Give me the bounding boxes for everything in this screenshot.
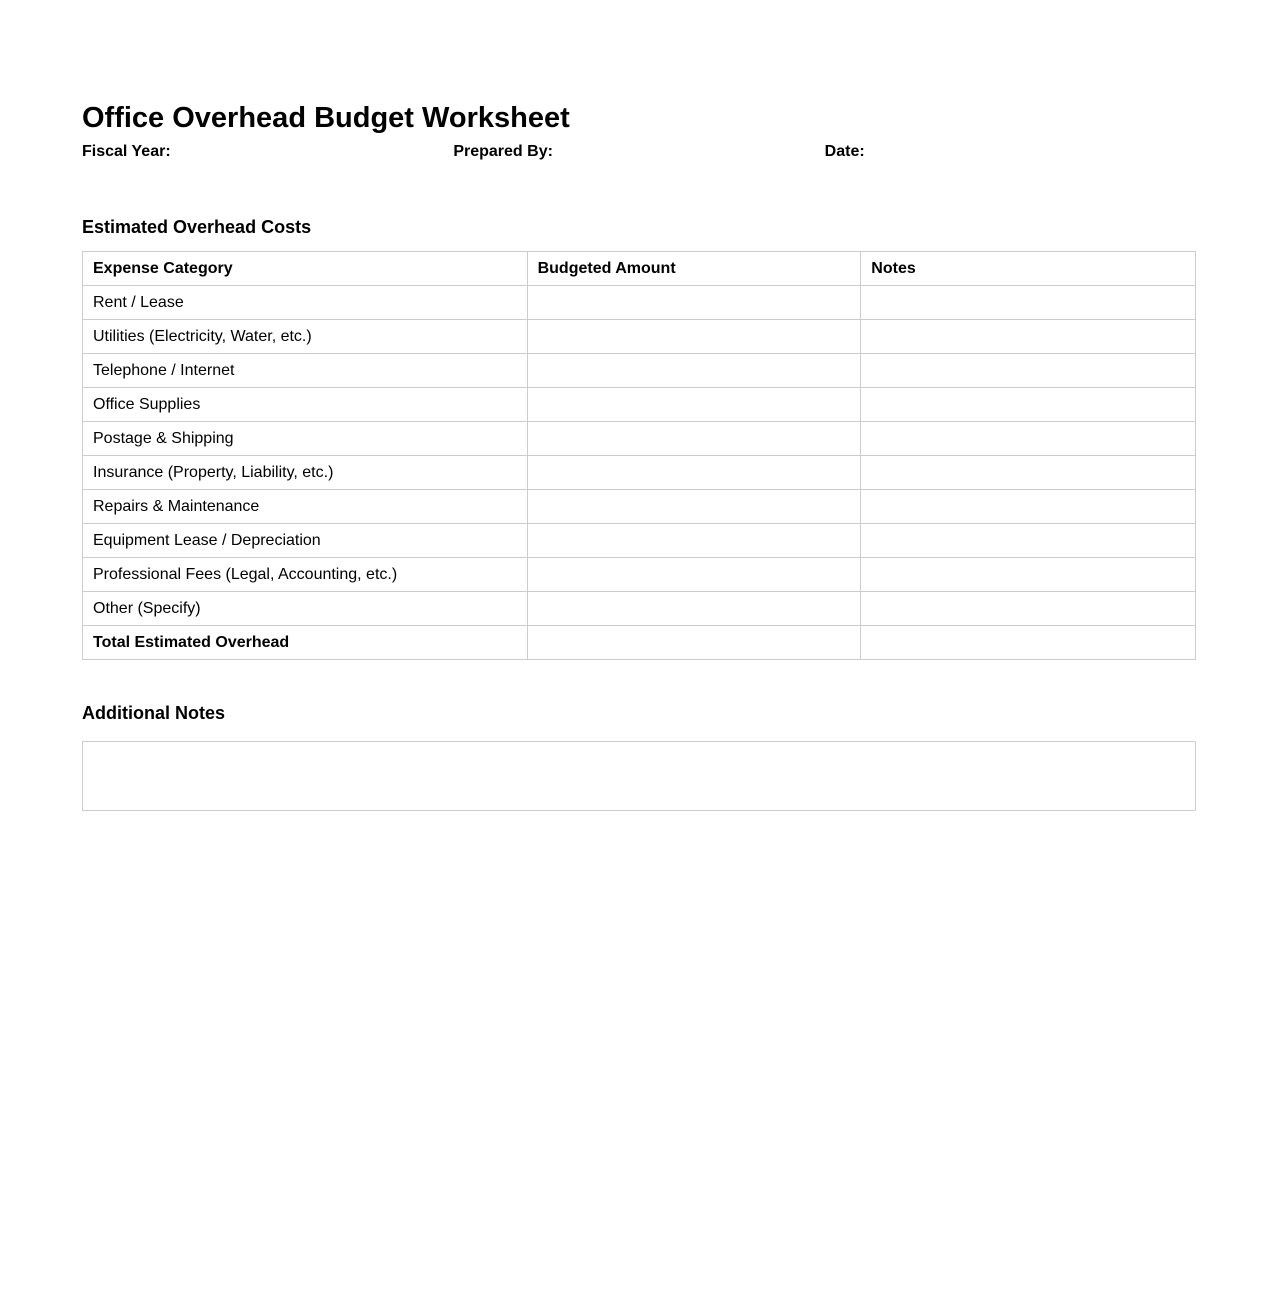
header-budgeted-amount: Budgeted Amount [527,252,861,286]
expense-category-cell: Rent / Lease [83,286,528,320]
budgeted-amount-cell[interactable] [527,592,861,626]
table-row [83,490,1196,524]
additional-notes-box[interactable] [82,741,1196,811]
budgeted-amount-cell[interactable] [527,320,861,354]
overhead-table [82,251,1196,660]
expense-category-cell: Telephone / Internet [83,354,528,388]
expense-category-cell: Equipment Lease / Depreciation [83,524,528,558]
budgeted-amount-cell[interactable] [527,286,861,320]
expense-category-cell: Repairs & Maintenance [83,490,528,524]
expense-category-cell: Other (Specify) [83,592,528,626]
budgeted-amount-cell[interactable] [527,422,861,456]
budgeted-amount-cell[interactable] [527,490,861,524]
notes-cell[interactable] [861,592,1196,626]
budgeted-amount-cell[interactable] [527,456,861,490]
table-row [83,388,1196,422]
notes-cell[interactable] [861,456,1196,490]
table-row [83,592,1196,626]
fiscal-year-label: Fiscal Year: [82,143,171,160]
notes-cell[interactable] [861,354,1196,388]
header-expense-category: Expense Category [83,252,528,286]
budgeted-amount-cell[interactable] [527,388,861,422]
expense-category-cell: Insurance (Property, Liability, etc.) [83,456,528,490]
meta-row [82,143,1196,161]
notes-cell[interactable] [861,626,1196,660]
notes-cell[interactable] [861,286,1196,320]
total-row [83,626,1196,660]
prepared-by-label: Prepared By: [453,143,553,160]
table-row [83,558,1196,592]
notes-cell[interactable] [861,524,1196,558]
budgeted-amount-cell[interactable] [527,626,861,660]
table-header-row [83,252,1196,286]
notes-cell[interactable] [861,490,1196,524]
budgeted-amount-cell[interactable] [527,524,861,558]
table-row [83,422,1196,456]
notes-cell[interactable] [861,422,1196,456]
expense-category-cell: Postage & Shipping [83,422,528,456]
table-row [83,524,1196,558]
expense-category-cell: Professional Fees (Legal, Accounting, etc.) [83,558,528,592]
notes-cell[interactable] [861,320,1196,354]
expense-category-cell: Total Estimated Overhead [83,626,528,660]
notes-cell[interactable] [861,558,1196,592]
table-row [83,320,1196,354]
budgeted-amount-cell[interactable] [527,558,861,592]
table-row [83,286,1196,320]
header-notes: Notes [861,252,1196,286]
expense-category-cell: Office Supplies [83,388,528,422]
notes-cell[interactable] [861,388,1196,422]
page-title: Office Overhead Budget Worksheet [82,102,570,134]
section-heading-notes: Additional Notes [82,703,225,723]
section-heading-costs: Estimated Overhead Costs [82,217,312,237]
date-label: Date: [824,143,865,160]
budgeted-amount-cell[interactable] [527,354,861,388]
table-row [83,456,1196,490]
table-row [83,354,1196,388]
expense-category-cell: Utilities (Electricity, Water, etc.) [83,320,528,354]
